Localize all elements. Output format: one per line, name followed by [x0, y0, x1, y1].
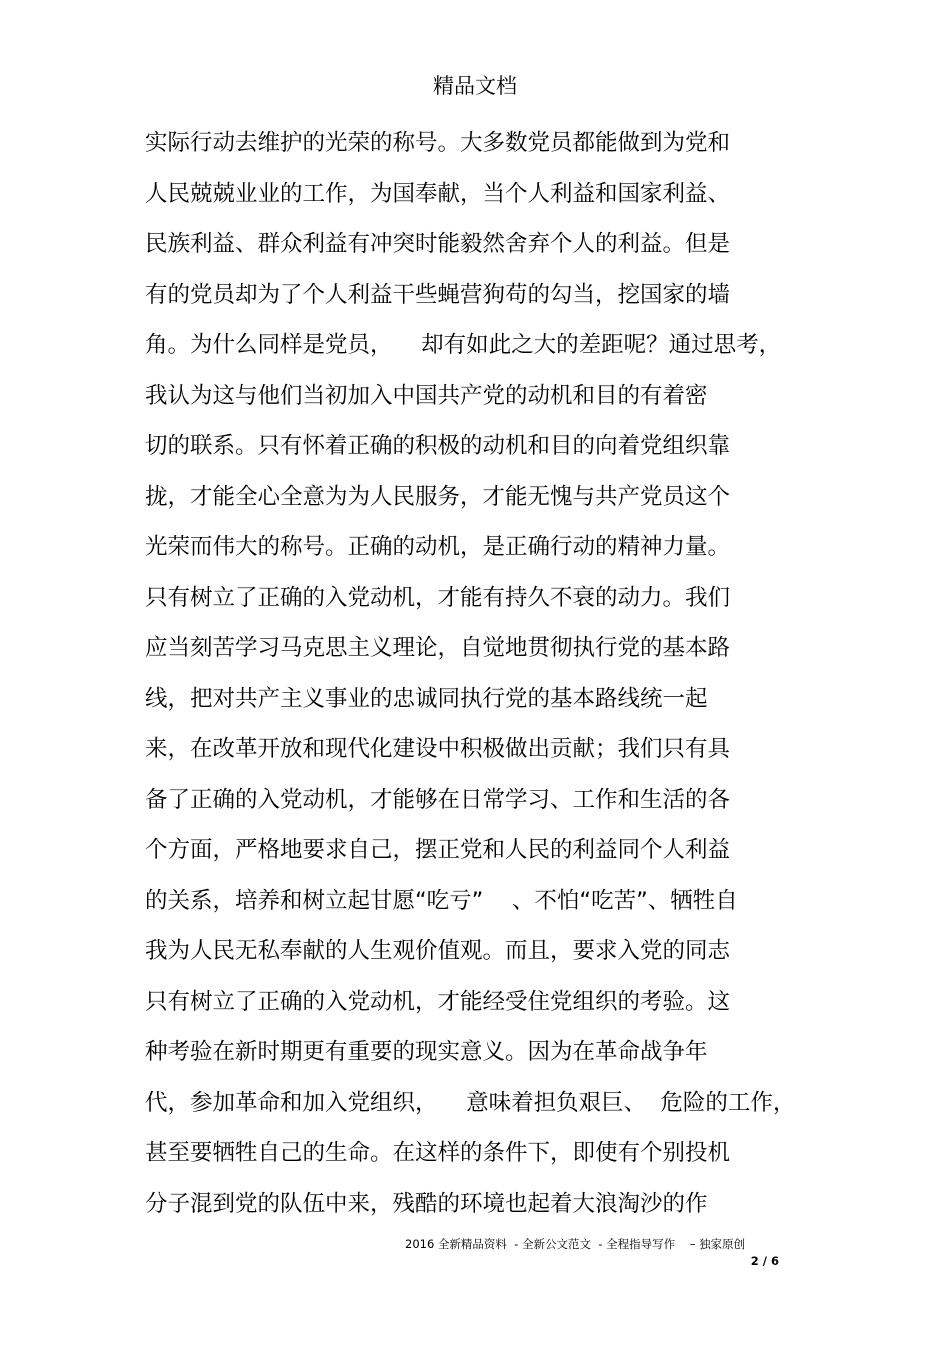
page-footer: 2016 全新精品资料 - 全新公文范文 - 全程指导写作 – 独家原创: [405, 1237, 746, 1251]
text-line: 的关系，培养和树立起甘愿“吃亏” 、不怕“吃苦”、牺牲自: [145, 887, 738, 914]
text-line: 人民兢兢业业的工作，为国奉献，当个人利益和国家利益、: [145, 180, 731, 207]
text-line: 备了正确的入党动机，才能够在日常学习、工作和生活的各: [145, 786, 731, 813]
document-body: [145, 118, 945, 1229]
text-line: 线，把对共产主义事业的忠诚同执行党的基本路线统一起: [145, 685, 708, 712]
text-line: 个方面，严格地要求自己，摆正党和人民的利益同个人利益: [145, 837, 731, 863]
text-line: 来，在改革开放和现代化建设中积极做出贡献；我们只有具: [145, 736, 731, 762]
text-line: 光荣而伟大的称号。正确的动机，是正确行动的精神力量。: [145, 534, 731, 560]
text-line: 只有树立了正确的入党动机，才能有持久不衰的动力。我们: [145, 584, 731, 611]
text-line: 分子混到党的队伍中来，残酷的环境也起着大浪淘沙的作: [145, 1190, 708, 1217]
page-header: 精品文档: [433, 74, 517, 98]
text-line: 我为人民无私奉献的人生观价值观。而且，要求入党的同志: [145, 938, 731, 964]
text-line: 切的联系。只有怀着正确的积极的动机和目的向着党组织靠: [145, 433, 731, 459]
text-line: 拢，才能全心全意为为人民服务，才能无愧与共产党员这个: [145, 483, 731, 510]
text-line: 实际行动去维护的光荣的称号。大多数党员都能做到为党和: [145, 130, 731, 156]
text-line: 甚至要牺牲自己的生命。在这样的条件下，即使有个别投机: [145, 1140, 731, 1166]
text-line: 代，参加革命和加入党组织， 意味着担负艰巨、 危险的工作，: [145, 1089, 796, 1116]
text-line: 民族利益、群众利益有冲突时能毅然舍弃个人的利益。但是: [145, 231, 731, 257]
text-line: 种考验在新时期更有重要的现实意义。因为在革命战争年: [145, 1039, 708, 1065]
text-line: 有的党员却为了个人利益干些蝇营狗苟的勾当，挖国家的墙: [145, 281, 731, 308]
text-line: 我认为这与他们当初加入中国共产党的动机和目的有着密: [145, 382, 708, 409]
page-number: 2 / 6: [750, 1254, 779, 1268]
text-line: 角。为什么同样是党员， 却有如此之大的差距呢？通过思考，: [145, 332, 782, 358]
text-line: 应当刻苦学习马克思主义理论，自觉地贯彻执行党的基本路: [145, 635, 731, 661]
text-line: 只有树立了正确的入党动机，才能经受住党组织的考验。这: [145, 988, 731, 1015]
